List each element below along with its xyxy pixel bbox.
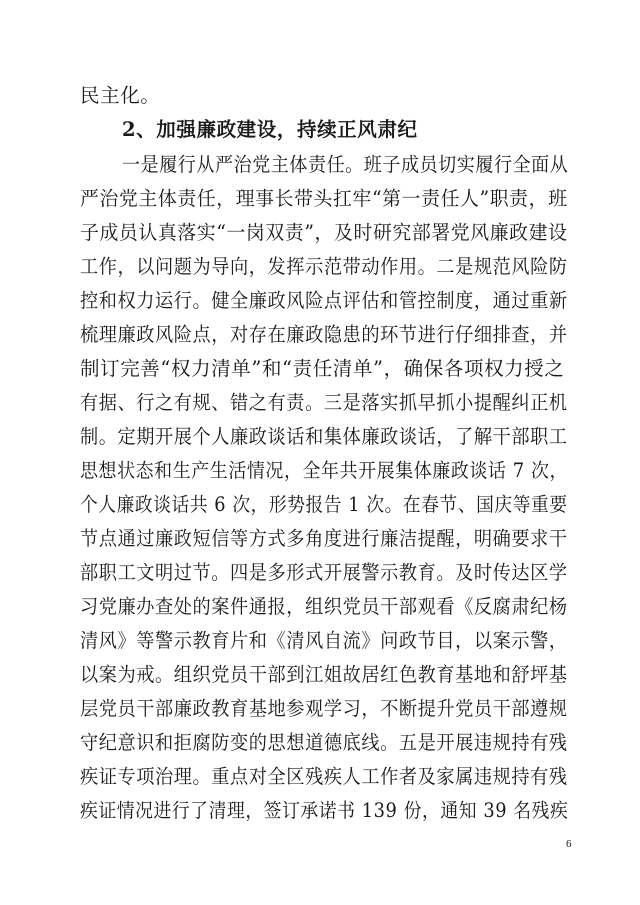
body-text-line: 部职工文明过节。四是多形式开展警示教育。及时传达区学 xyxy=(80,561,568,584)
body-text-line: 控和权力运行。健全廉政风险点评估和管控制度，通过重新 xyxy=(80,289,568,312)
body-text-line: 制。定期开展个人廉政谈话和集体廉政谈话，了解干部职工 xyxy=(80,425,568,448)
body-text-line: 思想状态和生产生活情况，全年共开展集体廉政谈话 7 次， xyxy=(80,459,569,482)
body-text-line: 层党员干部廉政教育基地参观学习，不断提升党员干部遵规 xyxy=(80,697,568,720)
body-text-line: 疾证专项治理。重点对全区残疾人工作者及家属违规持有残 xyxy=(80,765,568,788)
body-text-line: 守纪意识和拒腐防变的思想道德底线。五是开展违规持有残 xyxy=(80,731,568,754)
body-text-line: 工作，以问题为导向，发挥示范带动作用。二是规范风险防 xyxy=(80,255,568,278)
body-text-line: 清风》等警示教育片和《清风自流》问政节目，以案示警， xyxy=(80,629,568,652)
body-text-line: 民主化。 xyxy=(80,84,161,107)
body-text-line: 习党廉办查处的案件通报，组织党员干部观看《反腐肃纪杨 xyxy=(80,595,568,618)
body-text-line: 节点通过廉政短信等方式多角度进行廉洁提醒，明确要求干 xyxy=(80,527,568,550)
body-text-line: 以案为戒。组织党员干部到江姐故居红色教育基地和舒坪基 xyxy=(80,663,568,686)
page-number: 6 xyxy=(566,838,572,850)
body-text-line: 梳理廉政风险点，对存在廉政隐患的环节进行仔细排查，并 xyxy=(80,323,568,346)
body-text-line: 制订完善“权力清单”和“责任清单”，确保各项权力授之 xyxy=(80,357,565,380)
body-text-line: 疾证情况进行了清理，签订承诺书 139 份，通知 39 名残疾 xyxy=(80,799,569,822)
body-text-line: 严治党主体责任，理事长带头扛牢“第一责任人”职责，班 xyxy=(80,187,568,210)
body-text-line: 有据、行之有规、错之有责。三是落实抓早抓小提醒纠正机 xyxy=(80,391,568,414)
body-text-line: 个人廉政谈话共 6 次，形势报告 1 次。在春节、国庆等重要 xyxy=(80,493,568,516)
body-text-line: 子成员认真落实“一岗双责”，及时研究部署党风廉政建设 xyxy=(80,221,568,244)
section-heading: 2、加强廉政建设，持续正风肃纪 xyxy=(122,118,418,141)
body-text-line: 一是履行从严治党主体责任。班子成员切实履行全面从 xyxy=(122,153,569,176)
